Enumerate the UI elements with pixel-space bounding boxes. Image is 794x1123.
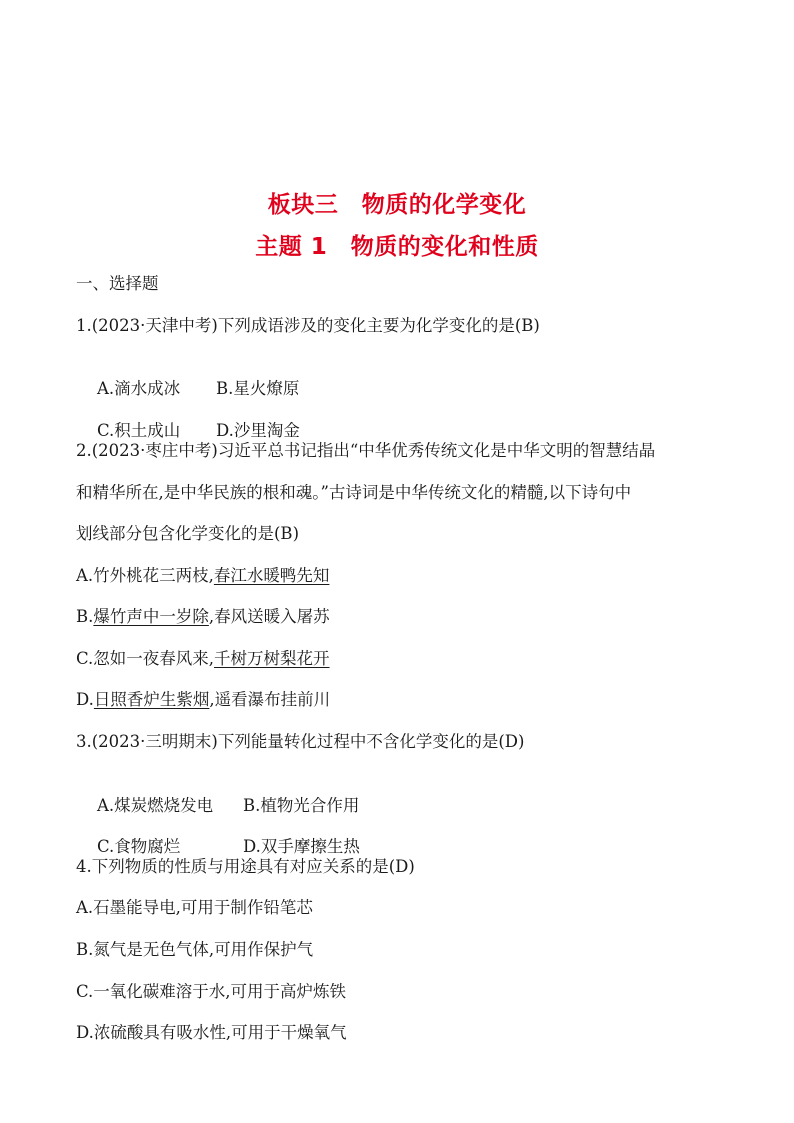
q3-option-b: B.植物光合作用 <box>243 796 360 815</box>
q3-stem: 3.(2023·三明期末)下列能量转化过程中不含化学变化的是(D) <box>76 732 525 751</box>
q2-option-d: D.日照香炉生紫烟,遥看瀑布挂前川 <box>76 690 331 709</box>
q2-option-d-underlined: 日照香炉生紫烟 <box>93 690 210 709</box>
block-title: 板块三 物质的化学变化 <box>267 192 527 218</box>
q3-option-c: C.食物腐烂 <box>96 837 181 856</box>
q2-option-b-underlined: 爆竹声中一岁除 <box>93 607 209 626</box>
topic-title: 主题 1 物质的变化和性质 <box>255 234 539 260</box>
q3-option-a: A.煤炭燃烧发电 <box>96 796 214 815</box>
q1-option-a: A.滴水成冰 <box>96 379 181 398</box>
q4-option-b: B.氮气是无色气体,可用作保护气 <box>76 940 314 959</box>
q1-stem: 1.(2023·天津中考)下列成语涉及的变化主要为化学变化的是(B) <box>76 316 540 335</box>
q4-stem: 4.下列物质的性质与用途具有对应关系的是(D) <box>76 857 415 876</box>
q2-option-c-underlined: 千树万树梨花开 <box>214 649 330 668</box>
q2-option-c: C.忽如一夜春风来,千树万树梨花开 <box>76 649 330 668</box>
q2-stem-line2: 和精华所在,是中华民族的根和魂。”古诗词是中华传统文化的精髓,以下诗句中 <box>76 483 632 502</box>
q2-stem-line1: 2.(2023·枣庄中考)习近平总书记指出“中华优秀传统文化是中华文明的智慧结晶 <box>76 441 656 460</box>
q1-option-b: B.星火燎原 <box>216 379 300 398</box>
q2-option-a: A.竹外桃花三两枝,春江水暖鸭先知 <box>76 566 330 585</box>
q2-option-a-underlined: 春江水暖鸭先知 <box>213 566 330 585</box>
section-heading: 一、选择题 <box>76 274 159 293</box>
q3-option-d: D.双手摩擦生热 <box>243 837 360 856</box>
q1-option-c: C.积土成山 <box>96 421 181 440</box>
q1-option-d: D.沙里淘金 <box>216 421 300 440</box>
q2-option-b: B.爆竹声中一岁除,春风送暖入屠苏 <box>76 607 330 626</box>
q2-stem-line3: 划线部分包含化学变化的是(B) <box>76 524 299 543</box>
q4-option-a: A.石墨能导电,可用于制作铅笔芯 <box>76 898 313 917</box>
q4-option-c: C.一氧化碳难溶于水,可用于高炉炼铁 <box>76 982 347 1001</box>
q4-option-d: D.浓硫酸具有吸水性,可用于干燥氧气 <box>76 1023 347 1042</box>
